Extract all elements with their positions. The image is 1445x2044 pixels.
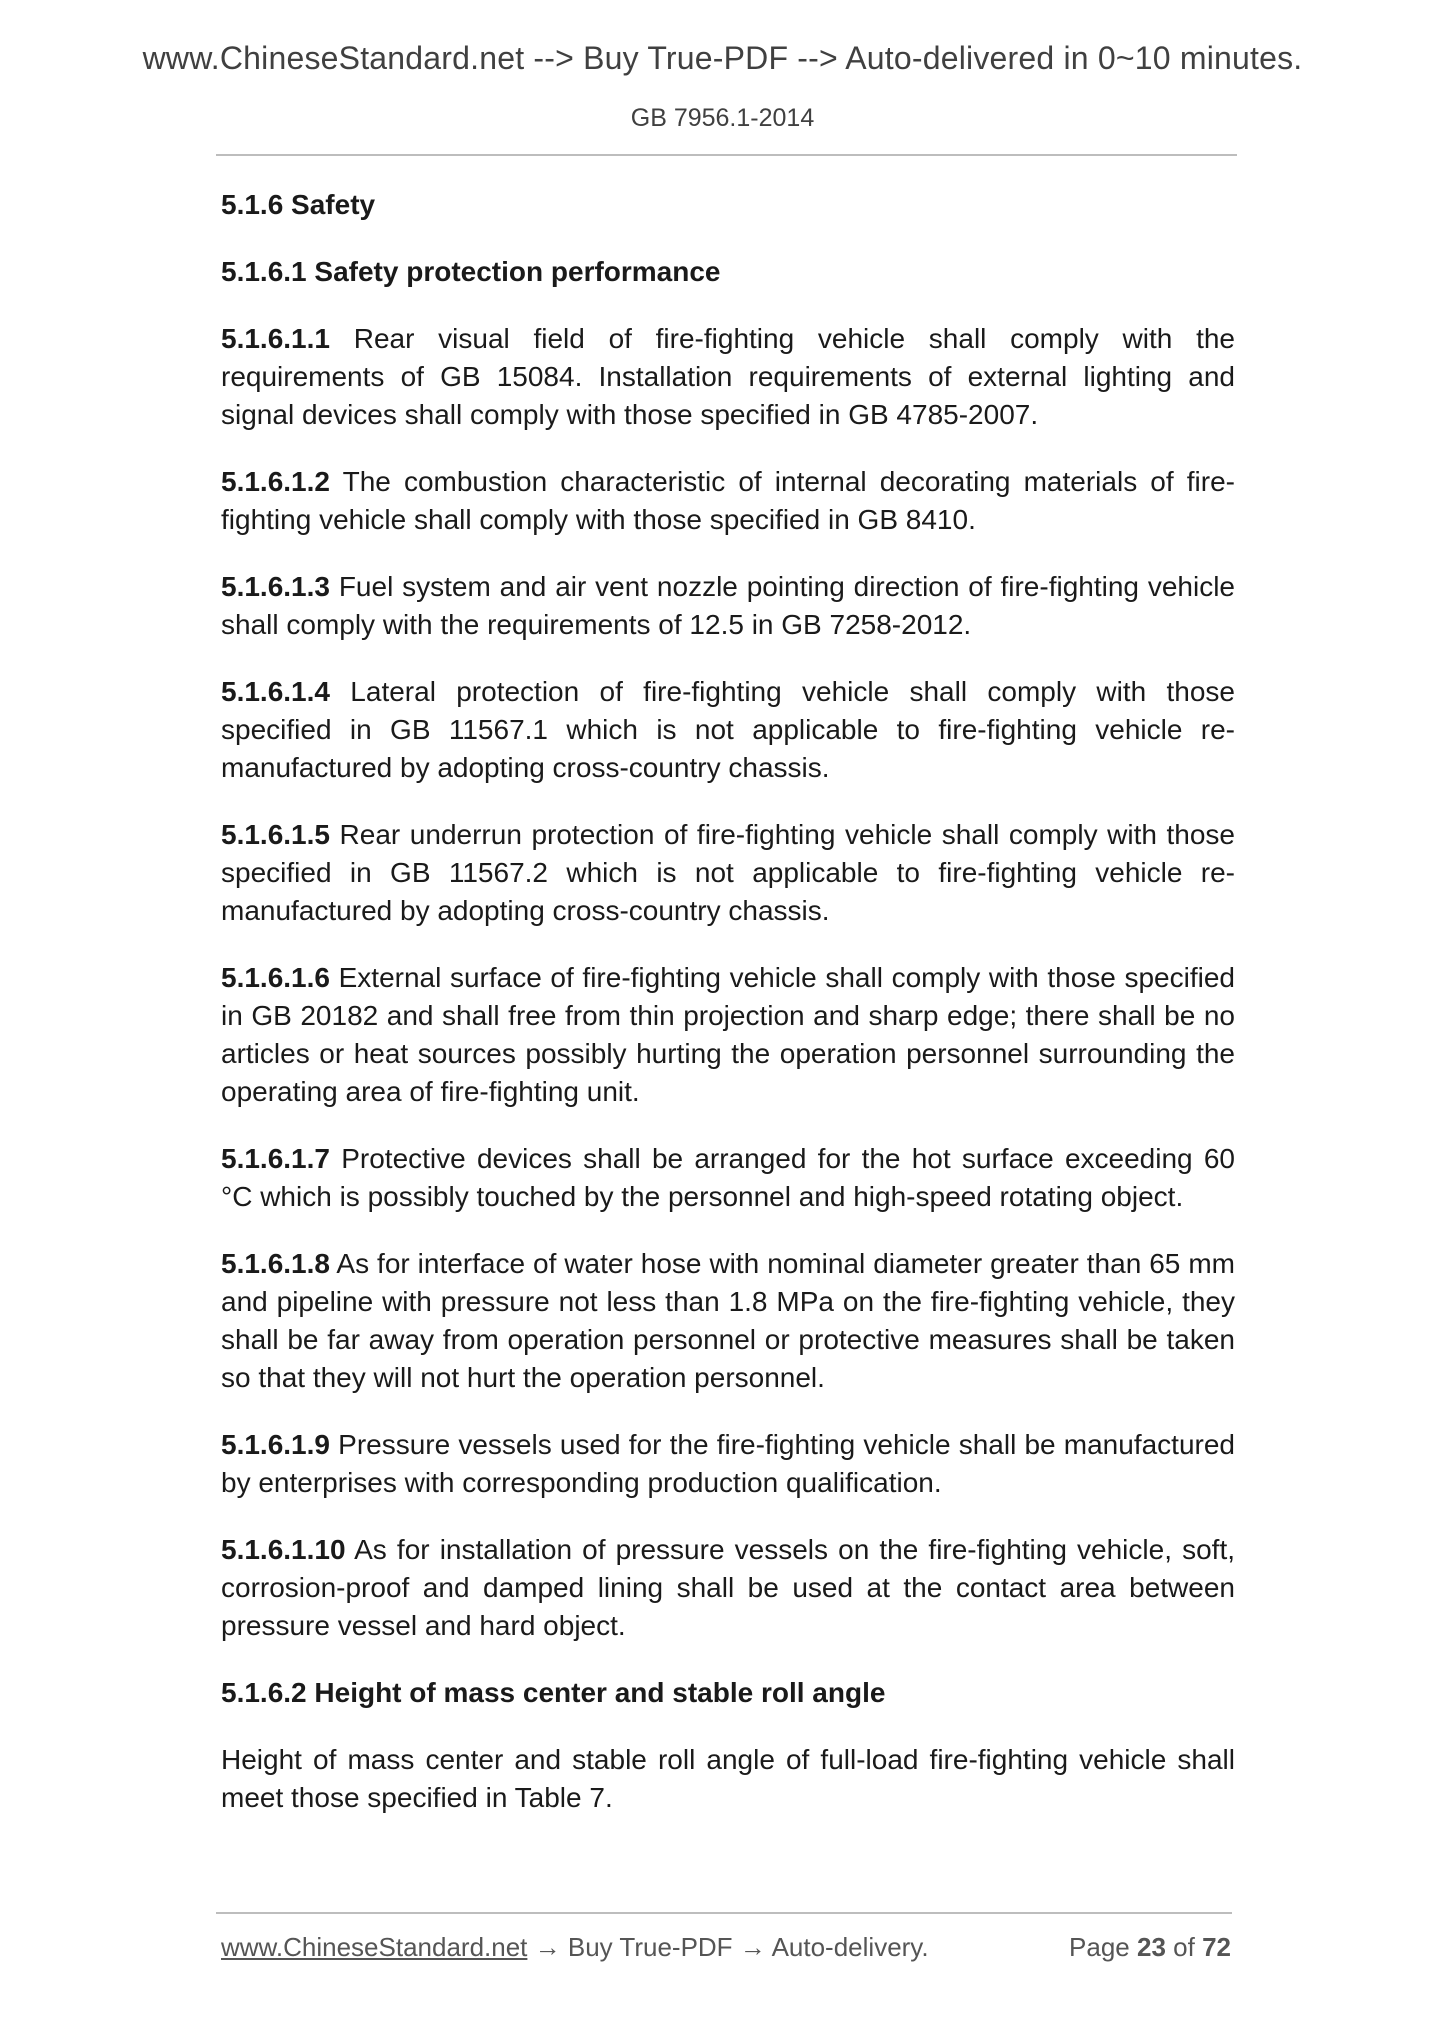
- clause-text: Fuel system and air vent nozzle pointing direction of fire-fighting vehicle shall comply with the requirements of 12.5 in GB 7258-2012.: [221, 571, 1235, 640]
- clause-5-1-6-1-6: [221, 959, 1235, 1111]
- clause-5-1-6-1-5: [221, 816, 1235, 930]
- standard-code-header: GB 7956.1-2014: [630, 104, 815, 132]
- clause-number: 5.1.6.1.3: [221, 571, 330, 602]
- page-total: 72: [1202, 1932, 1231, 1962]
- clause-5-1-6-1-9: [221, 1426, 1235, 1502]
- clause-text: As for interface of water hose with nominal diameter greater than 65 mm and pipeline with pressure not less than 1.8 MPa on the fire-fighting vehicle, they shall be far away from operation personnel or protective measures shall be taken so that they will not hurt the operation personnel.: [221, 1248, 1235, 1393]
- clause-text: Lateral protection of fire-fighting vehicle shall comply with those specified in GB 11567.1 which is not applicable to fire-fighting vehicle re-manufactured by adopting cross-country chassis.: [221, 676, 1235, 783]
- page-label: Page: [1069, 1932, 1130, 1962]
- clause-5-1-6-1-3: [221, 568, 1235, 644]
- clause-5-1-6-1-1: [221, 320, 1235, 434]
- page-current: 23: [1137, 1932, 1166, 1962]
- clause-text: Pressure vessels used for the fire-fighting vehicle shall be manufactured by enterprises with corresponding production qualification.: [221, 1429, 1235, 1498]
- clause-number: 5.1.6.1.8: [221, 1248, 330, 1279]
- clause-text: Protective devices shall be arranged for the hot surface exceeding 60 °C which is possibly touched by the personnel and high-speed rotating object.: [221, 1143, 1235, 1212]
- footer-promo-text: → Buy True-PDF → Auto-delivery.: [527, 1932, 929, 1962]
- clause-5-1-6-1-2: [221, 463, 1235, 539]
- section-heading-5-1-6-2: 5.1.6.2 Height of mass center and stable roll angle: [221, 1677, 886, 1708]
- clause-5-1-6-1-4: [221, 673, 1235, 787]
- table-7-reference-paragraph: Height of mass center and stable roll angle of full-load fire-fighting vehicle shall meet those specified in Table 7.: [221, 1744, 1235, 1813]
- section-heading-5-1-6: 5.1.6 Safety: [221, 189, 376, 220]
- clause-text: The combustion characteristic of internal decorating materials of fire-fighting vehicle shall comply with those specified in GB 8410.: [221, 466, 1235, 535]
- clause-number: 5.1.6.1.10: [221, 1534, 346, 1565]
- page-of-label: of: [1173, 1932, 1195, 1962]
- clause-5-1-6-1-7: [221, 1140, 1235, 1216]
- clause-number: 5.1.6.1.5: [221, 819, 330, 850]
- clause-text: As for installation of pressure vessels on the fire-fighting vehicle, soft, corrosion-proof and damped lining shall be used at the contact area between pressure vessel and hard object.: [221, 1534, 1235, 1641]
- clause-number: 5.1.6.1.2: [221, 466, 330, 497]
- footer-site-link[interactable]: www.ChineseStandard.net: [221, 1932, 528, 1962]
- clause-5-1-6-1-10: [221, 1531, 1235, 1645]
- page-indicator: [1069, 1932, 1231, 1963]
- clause-5-1-6-1-8: [221, 1245, 1235, 1397]
- header-divider: [216, 154, 1237, 156]
- clause-text: Rear underrun protection of fire-fighting vehicle shall comply with those specified in GB 11567.2 which is not applicable to fire-fighting vehicle re-manufactured by adopting cross-country chassis.: [221, 819, 1235, 926]
- footer-divider: [216, 1912, 1232, 1914]
- site-banner: www.ChineseStandard.net --> Buy True-PDF --> Auto-delivered in 0~10 minutes.: [142, 40, 1303, 76]
- section-heading-5-1-6-1: 5.1.6.1 Safety protection performance: [221, 256, 721, 287]
- clause-text: Rear visual field of fire-fighting vehicle shall comply with the requirements of GB 15084. Installation requirements of external lighting and signal devices shall comply with those specified in GB 4785-2007.: [221, 323, 1235, 430]
- clause-number: 5.1.6.1.9: [221, 1429, 330, 1460]
- clause-number: 5.1.6.1.6: [221, 962, 330, 993]
- clause-number: 5.1.6.1.7: [221, 1143, 330, 1174]
- clause-number: 5.1.6.1.4: [221, 676, 330, 707]
- document-body: [221, 186, 1235, 1846]
- clause-number: 5.1.6.1.1: [221, 323, 330, 354]
- clause-text: External surface of fire-fighting vehicle shall comply with those specified in GB 20182 and shall free from thin projection and sharp edge; there shall be no articles or heat sources possibly hurting the operation personnel surrounding the operating area of fire-fighting unit.: [221, 962, 1235, 1107]
- footer-promo: [221, 1932, 929, 1963]
